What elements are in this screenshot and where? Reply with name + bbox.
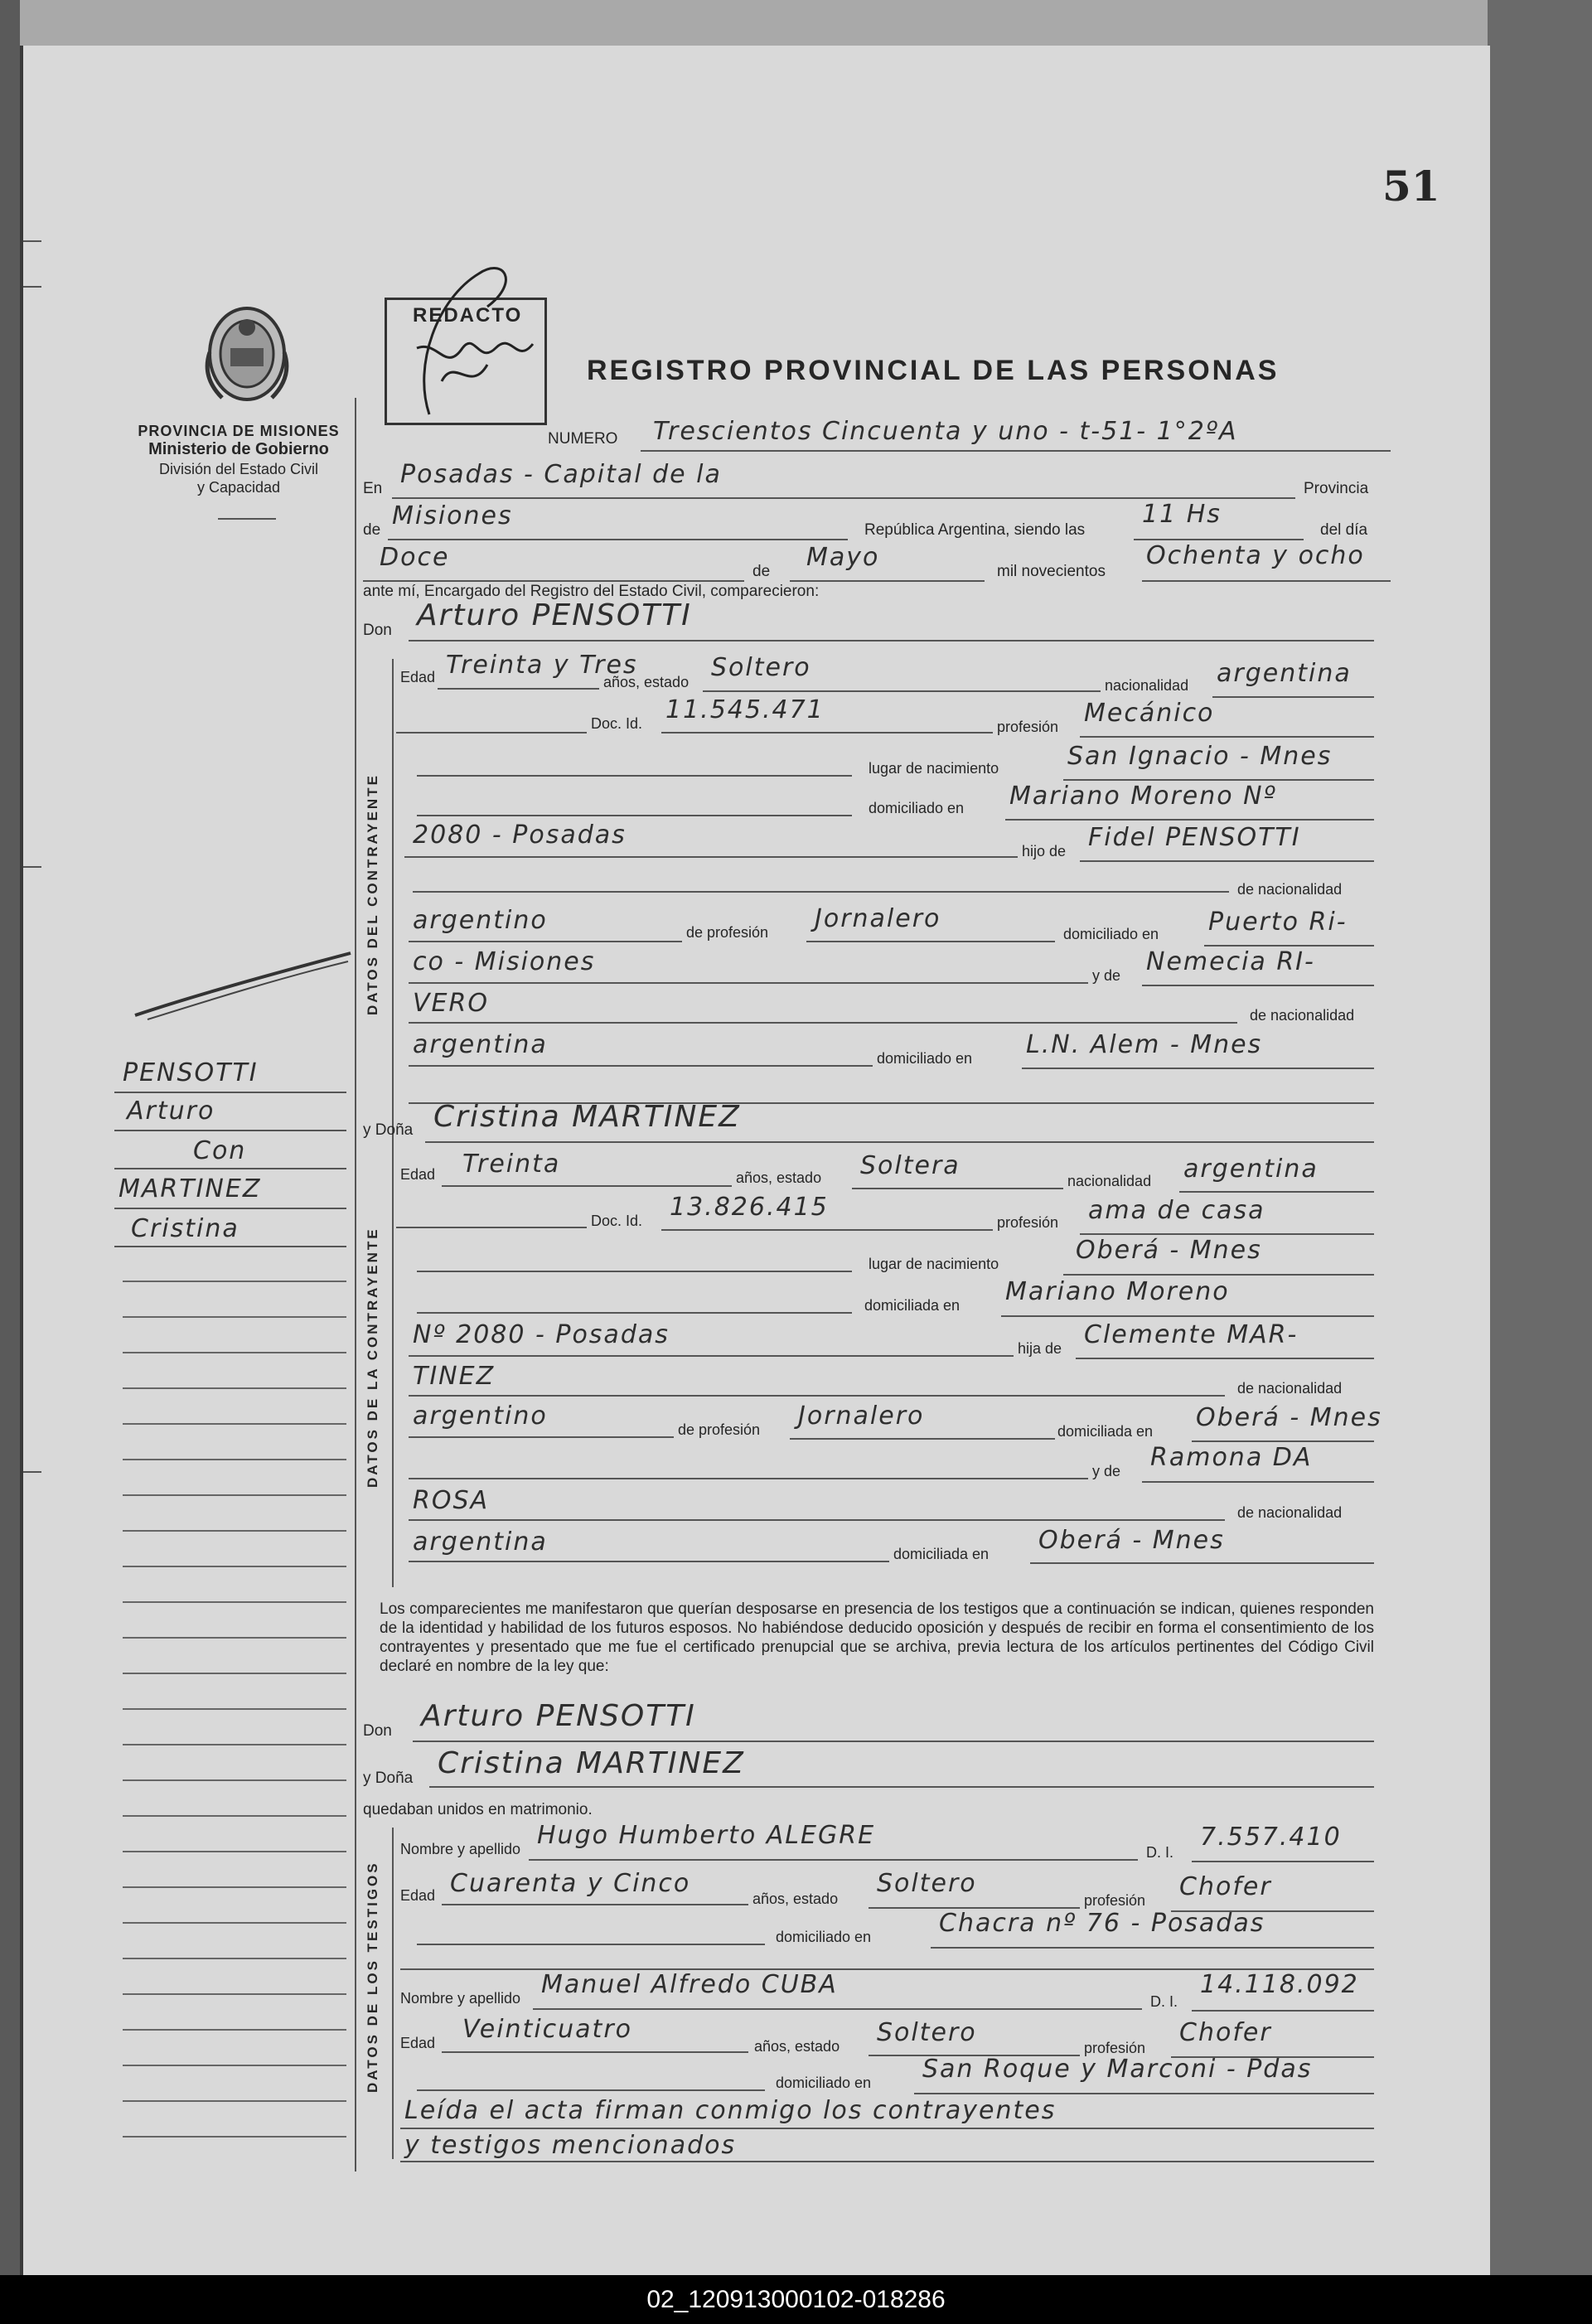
- t1-di-label: D. I.: [1146, 1844, 1174, 1861]
- t2-edad: Veinticuatro: [462, 2015, 633, 2044]
- margin-note-surname: PENSOTTI: [123, 1058, 259, 1087]
- y-de-label: y de: [1092, 967, 1121, 984]
- margin-note-name2: Cristina: [131, 1214, 240, 1243]
- t2-estado: Soltero: [877, 2018, 977, 2047]
- background-right: [1488, 0, 1592, 2324]
- t2-anios-estado-label: años, estado: [754, 2038, 840, 2055]
- margin-tick: [23, 866, 41, 868]
- anios-estado-label-2: años, estado: [736, 1169, 822, 1186]
- side-label-contrayente: DATOS DEL CONTRAYENTE: [365, 773, 380, 1015]
- anio-value: Ochenta y ocho: [1146, 541, 1365, 570]
- madre1-value-b: VERO: [413, 989, 489, 1018]
- union-dona-value: Cristina MARTINEZ: [438, 1746, 745, 1780]
- padre2-value-a: Clemente MAR-: [1084, 1320, 1299, 1349]
- madre1-dom: L.N. Alem - Mnes: [1026, 1030, 1263, 1059]
- header-capacity: y Capacidad: [196, 479, 281, 496]
- t1-edad-label: Edad: [400, 1887, 436, 1904]
- dom2-value-b: Nº 2080 - Posadas: [413, 1320, 670, 1349]
- header-province: PROVINCIA DE MISIONES: [138, 423, 340, 439]
- nacionalidad-label: nacionalidad: [1105, 677, 1189, 694]
- edad2-value: Treinta: [462, 1150, 561, 1179]
- dona-label: y Doña: [363, 1121, 414, 1139]
- anios-estado-label: años, estado: [603, 674, 690, 690]
- book-binding: [0, 0, 20, 2324]
- de-value: Misiones: [392, 501, 513, 530]
- doc1-value: 11.545.471: [665, 695, 825, 724]
- signature-icon: [380, 249, 570, 431]
- t1-name: Hugo Humberto ALEGRE: [537, 1821, 876, 1850]
- edad-label: Edad: [400, 669, 436, 685]
- t1-prof: Chofer: [1179, 1872, 1272, 1901]
- de-label: de: [363, 521, 381, 539]
- hija-de-label: hija de: [1018, 1340, 1062, 1357]
- lugar2-value: Oberá - Mnes: [1076, 1236, 1262, 1265]
- lugar-label: lugar de nacimiento: [869, 760, 999, 777]
- numero-label: NUMERO: [548, 430, 618, 448]
- padre1-prof: Jornalero: [815, 904, 941, 933]
- margin-note-con: Con: [193, 1136, 247, 1165]
- padre1-value: Fidel PENSOTTI: [1088, 823, 1301, 852]
- margin-tick: [23, 1471, 41, 1473]
- dom1-value-b: 2080 - Posadas: [413, 821, 627, 850]
- profesion-label: profesión: [997, 719, 1059, 735]
- t2-edad-label: Edad: [400, 2035, 436, 2051]
- madre2-value-a: Ramona DA: [1150, 1443, 1313, 1472]
- padre2-prof: Jornalero: [798, 1402, 925, 1431]
- coat-of-arms-icon: [201, 303, 293, 410]
- de-profesion-label-2: de profesión: [678, 1421, 761, 1438]
- hijo-de-label: hijo de: [1022, 843, 1067, 859]
- madre2-value-b: ROSA: [413, 1486, 490, 1515]
- t2-name: Manuel Alfredo CUBA: [541, 1970, 838, 1999]
- en-label: En: [363, 480, 383, 497]
- hora-value: 11 Hs: [1142, 500, 1222, 529]
- margin-note-name: Arturo: [127, 1097, 215, 1126]
- padre2-nac: argentino: [413, 1402, 548, 1431]
- de-nacionalidad-label-4: de nacionalidad: [1237, 1504, 1343, 1521]
- de2-label: de: [752, 563, 771, 580]
- dia-value: Doce: [380, 543, 450, 572]
- domiciliado-label: domiciliado en: [1063, 926, 1159, 942]
- pen-stroke-mark: [131, 949, 355, 1024]
- nacionalidad-label-2: nacionalidad: [1067, 1173, 1152, 1189]
- doc2-label: Doc. Id.: [591, 1213, 643, 1229]
- madre1-nac: argentina: [413, 1030, 548, 1059]
- side-label-testigos: DATOS DE LOS TESTIGOS: [365, 1861, 380, 2093]
- redacto-stamp-label: REDACTO: [413, 304, 523, 327]
- de-nacionalidad-label-2: de nacionalidad: [1250, 1007, 1355, 1024]
- header-ministry: Ministerio de Gobierno: [148, 440, 329, 458]
- page-number: 51: [1382, 162, 1440, 211]
- footer-image-id: 02_120913000102-018286: [0, 2275, 1592, 2324]
- t2-di-label: D. I.: [1150, 1993, 1178, 2010]
- legal-paragraph: Los comparecientes me manifestaron que querían desposarse en presencia de los testigos que a continuación se indican, quienes responden de la identidad y habilidad de los futuros esposos. No habiéndose deducido oposición y después de recibir en forma el consentimiento de los contrayentes y presentado que me fue el certificado prenupcial que se archiva, previa lectura de los artículos pertinentes del Código Civil declaré en nombre de la ley que:: [380, 1600, 1374, 1675]
- header-division: División del Estado Civil: [158, 461, 319, 477]
- t1-nombre-label: Nombre y apellido: [400, 1841, 521, 1857]
- doc-label: Doc. Id.: [591, 715, 643, 732]
- side-label-contrayenta: DATOS DE LA CONTRAYENTE: [365, 1227, 380, 1488]
- dom1-value-a: Mariano Moreno Nº: [1009, 782, 1277, 811]
- madre2-nac: argentina: [413, 1528, 548, 1557]
- don-label: Don: [363, 622, 392, 639]
- mil-label: mil novecientos: [997, 563, 1106, 580]
- prof2-value: ama de casa: [1088, 1196, 1265, 1225]
- padre2-dom: Oberá - Mnes: [1196, 1403, 1382, 1432]
- estado1-value: Soltero: [711, 653, 811, 682]
- padre2-value-b: TINEZ: [413, 1362, 496, 1391]
- padre1-dom-b: co - Misiones: [413, 947, 596, 976]
- dona-value: Cristina MARTINEZ: [433, 1100, 741, 1134]
- margin-tick: [23, 286, 41, 288]
- madre1-value-a: Nemecia RI-: [1146, 947, 1315, 976]
- t1-anios-estado-label: años, estado: [752, 1891, 839, 1907]
- de-profesion-label: de profesión: [686, 924, 769, 941]
- t2-domiciliado-label: domiciliado en: [776, 2075, 872, 2091]
- t2-profesion-label: profesión: [1084, 2040, 1146, 2056]
- don-value: Arturo PENSOTTI: [417, 598, 692, 632]
- background-top: [0, 0, 1592, 50]
- ante-label: ante mí, Encargado del Registro del Estado Civil, comparecieron:: [363, 583, 820, 600]
- margin-tick: [23, 240, 41, 242]
- union-don-value: Arturo PENSOTTI: [421, 1699, 696, 1733]
- padre1-dom-a: Puerto Ri-: [1208, 908, 1348, 937]
- del-dia-label: del día: [1320, 521, 1368, 539]
- provincia-label: Provincia: [1304, 480, 1369, 497]
- document-title: REGISTRO PROVINCIAL DE LAS PERSONAS: [587, 355, 1280, 386]
- t1-domiciliado-label: domiciliado en: [776, 1929, 872, 1945]
- lugar1-value: San Ignacio - Mnes: [1067, 742, 1333, 771]
- estado2-value: Soltera: [860, 1151, 961, 1180]
- dom2-value-a: Mariano Moreno: [1005, 1277, 1230, 1306]
- edad2-label: Edad: [400, 1166, 436, 1183]
- union-don-label: Don: [363, 1722, 392, 1740]
- republica-label: República Argentina, siendo las: [864, 521, 1086, 539]
- domiciliada-en-label: domiciliada en: [864, 1297, 961, 1314]
- t1-edad: Cuarenta y Cinco: [450, 1869, 691, 1898]
- y-de-label-2: y de: [1092, 1463, 1121, 1479]
- t1-profesion-label: profesión: [1084, 1892, 1146, 1909]
- domiciliado-en-label: domiciliado en: [869, 800, 965, 816]
- nac1-value: argentina: [1217, 659, 1352, 688]
- mes-value: Mayo: [806, 543, 880, 572]
- quedaban-label: quedaban unidos en matrimonio.: [363, 1801, 593, 1818]
- de-nacionalidad-label: de nacionalidad: [1237, 881, 1343, 898]
- t1-estado: Soltero: [877, 1869, 977, 1898]
- t2-prof: Chofer: [1179, 2018, 1272, 2047]
- domiciliada-label-2: domiciliada en: [893, 1546, 990, 1562]
- padre1-nac: argentino: [413, 906, 548, 935]
- margin-divider: [355, 398, 356, 2171]
- t2-di: 14.118.092: [1200, 1970, 1359, 1999]
- nac2-value: argentina: [1183, 1155, 1319, 1184]
- t2-dom: San Roque y Marconi - Pdas: [922, 2055, 1313, 2084]
- t2-nombre-label: Nombre y apellido: [400, 1990, 521, 2007]
- closing-line-b: y testigos mencionados: [404, 2131, 737, 2160]
- union-dona-label: y Doña: [363, 1770, 414, 1787]
- t1-di: 7.557.410: [1200, 1823, 1342, 1852]
- madre2-dom: Oberá - Mnes: [1038, 1526, 1225, 1555]
- numero-value: Trescientos Cincuenta y uno - t-51- 1°2ºA: [653, 417, 1238, 446]
- margin-note-surname2: MARTINEZ: [119, 1174, 262, 1203]
- doc2-value: 13.826.415: [670, 1193, 829, 1222]
- domiciliada-label: domiciliada en: [1057, 1423, 1154, 1440]
- prof1-value: Mecánico: [1084, 699, 1215, 728]
- closing-line-a: Leída el acta firman conmigo los contrayentes: [404, 2096, 1057, 2125]
- lugar-label-2: lugar de nacimiento: [869, 1256, 999, 1272]
- en-value: Posadas - Capital de la: [400, 460, 722, 489]
- register-page: [20, 46, 1490, 2275]
- header-divider: [218, 518, 276, 520]
- profesion-label-2: profesión: [997, 1214, 1059, 1231]
- de-nacionalidad-label-3: de nacionalidad: [1237, 1380, 1343, 1397]
- edad1-value: Treinta y Tres: [446, 651, 638, 680]
- t1-dom: Chacra nº 76 - Posadas: [939, 1909, 1265, 1938]
- domiciliado-label-2: domiciliado en: [877, 1050, 973, 1067]
